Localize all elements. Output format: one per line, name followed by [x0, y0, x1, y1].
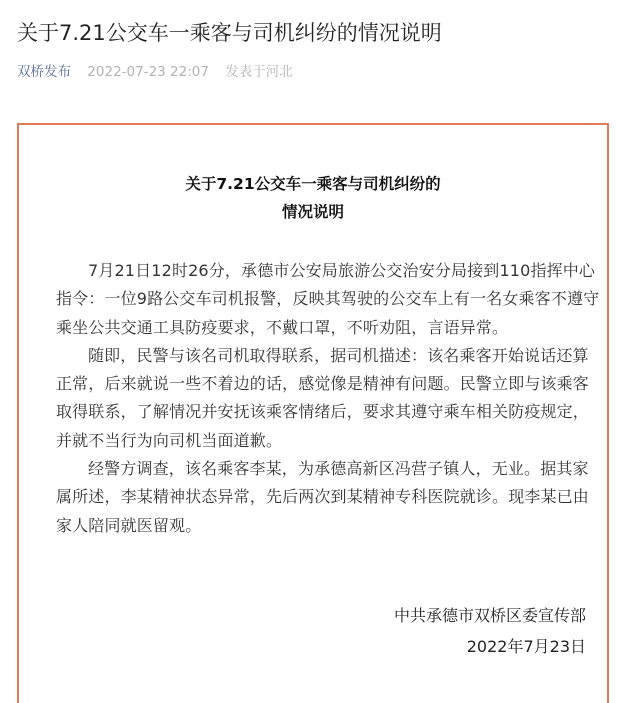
document-paragraph-3: 经警方调查，该名乘客李某，为承德高新区冯营子镇人，无业。据其家属所述，李某精神状态异常，先后两次到某精神专科医院就诊。现李某已由家人陪同就医留观。 — [56, 459, 589, 535]
document-title-line-1: 关于7.21公交车一乘客与司机纠纷的 — [185, 175, 441, 193]
author-link[interactable]: 双桥发布 — [17, 64, 71, 80]
publish-time: 2022-07-23 22:07 — [87, 64, 209, 80]
publish-location: 发表于河北 — [225, 64, 293, 80]
article-title: 关于7.21公交车一乘客与司机纠纷的情况说明 — [17, 21, 442, 45]
document-signature — [394, 600, 586, 662]
document-title — [19, 170, 607, 226]
article-meta — [17, 62, 293, 82]
document-paragraph-2: 随即，民警与该名司机取得联系，据司机描述：该名乘客开始说话还算正常，后来就说一些不着边的话，感觉像是精神有问题。民警立即与该乘客取得联系，了解情况并安抚该乘客情绪后，要求其遵守乘车相关防疫规定，并就不当行为向司机当面道歉。 — [56, 345, 589, 450]
document-paragraph-1: 7月21日12时26分，承德市公安局旅游公交治安分局接到110指挥中心指令：一位9路公交车司机报警，反映其驾驶的公交车上有一名女乘客不遵守乘坐公共交通工具防疫要求，不戴口罩，不听劝阻，言语异常。 — [56, 261, 600, 337]
signature-organization: 中共承德市双桥区委宣传部 — [393, 606, 586, 625]
document-image — [17, 123, 609, 703]
signature-date: 2022年7月23日 — [466, 637, 586, 656]
document-body — [56, 257, 604, 540]
document-title-line-2: 情况说明 — [281, 203, 344, 221]
